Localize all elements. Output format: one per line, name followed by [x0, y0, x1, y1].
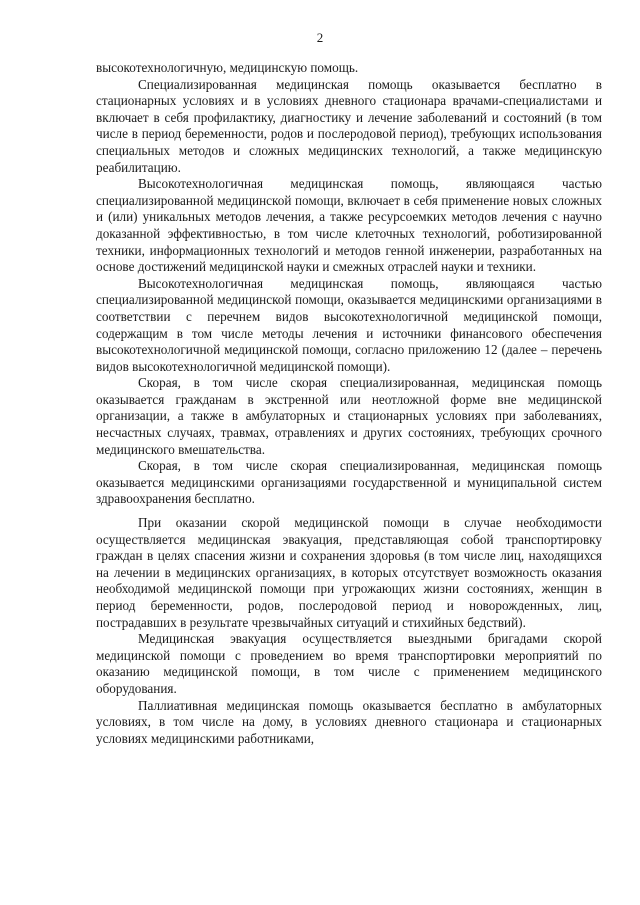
paragraph-high-tech-care-list: Высокотехнологичная медицинская помощь, являющаяся частью специализированной медицинской помощи, оказывается медицинскими организациями в соответствии с перечнем видов высокотехнологичной медицинской помощи, содержащим в том числе методы лечения и источники финансового обеспечения высокотехнологичной медицинской помощи, согласно приложению 12 (далее – перечень видов высокотехнологичной медицинской помощи). [96, 275, 602, 374]
paragraph-medical-evacuation: При оказании скорой медицинской помощи в случае необходимости осуществляется медицинская эвакуация, представляющая собой транспортировку граждан в целях спасения жизни и сохранения здоровья (в том числе лиц, находящихся на лечении в медицинских организациях, в которых отсутствует возможность оказания необходимой медицинской помощи при угрожающих жизни состояниях, женщин в период беременности, родов, послеродовой период и новорожденных, лиц, пострадавших в результате чрезвычайных ситуаций и стихийных бедствий). [96, 515, 602, 630]
paragraph-continuation: высокотехнологичную, медицинскую помощь. [96, 60, 359, 75]
paragraph-evacuation-teams: Медицинская эвакуация осуществляется выездными бригадами скорой медицинской помощи с проведением во время транспортировки мероприятий по оказанию медицинской помощи, в том числе с применением медицинского оборудования. [96, 631, 602, 696]
paragraph-specialized-care: Специализированная медицинская помощь оказывается бесплатно в стационарных условиях и в условиях дневного стационара врачами-специалистами и включает в себя профилактику, диагностику и лечение заболеваний и состояний (в том числе в период беременности, родов и послеродовой период), требующих использования специальных методов и сложных медицинских технологий, а также медицинскую реабилитацию. [96, 76, 602, 175]
paragraph-palliative-care: Паллиативная медицинская помощь оказывается бесплатно в амбулаторных условиях, в том числе на дому, в условиях дневного стационара и стационарных условиях медицинскими работниками, [96, 697, 602, 746]
paragraph-emergency-care-free: Скорая, в том числе скорая специализированная, медицинская помощь оказывается медицинскими организациями государственной и муниципальной систем здравоохранения бесплатно. [96, 458, 602, 507]
body-text [96, 60, 602, 747]
page-number: 2 [316, 30, 324, 45]
paragraph-high-tech-care-definition: Высокотехнологичная медицинская помощь, являющаяся частью специализированной медицинской помощи, включает в себя применение новых сложных и (или) уникальных методов лечения, а также ресурсоемких методов лечения с научно доказанной эффективностью, в том числе клеточных технологий, роботизированной техники, информационных технологий и методов генной инженерии, разработанных на основе достижений медицинской науки и смежных отраслей науки и техники. [96, 176, 602, 275]
paragraph-emergency-care: Скорая, в том числе скорая специализированная, медицинская помощь оказывается гражданам в экстренной или неотложной форме вне медицинской организации, а также в амбулаторных и стационарных условиях при заболеваниях, несчастных случаях, травмах, отравлениях и других состояниях, требующих срочного медицинского вмешательства. [96, 375, 602, 457]
